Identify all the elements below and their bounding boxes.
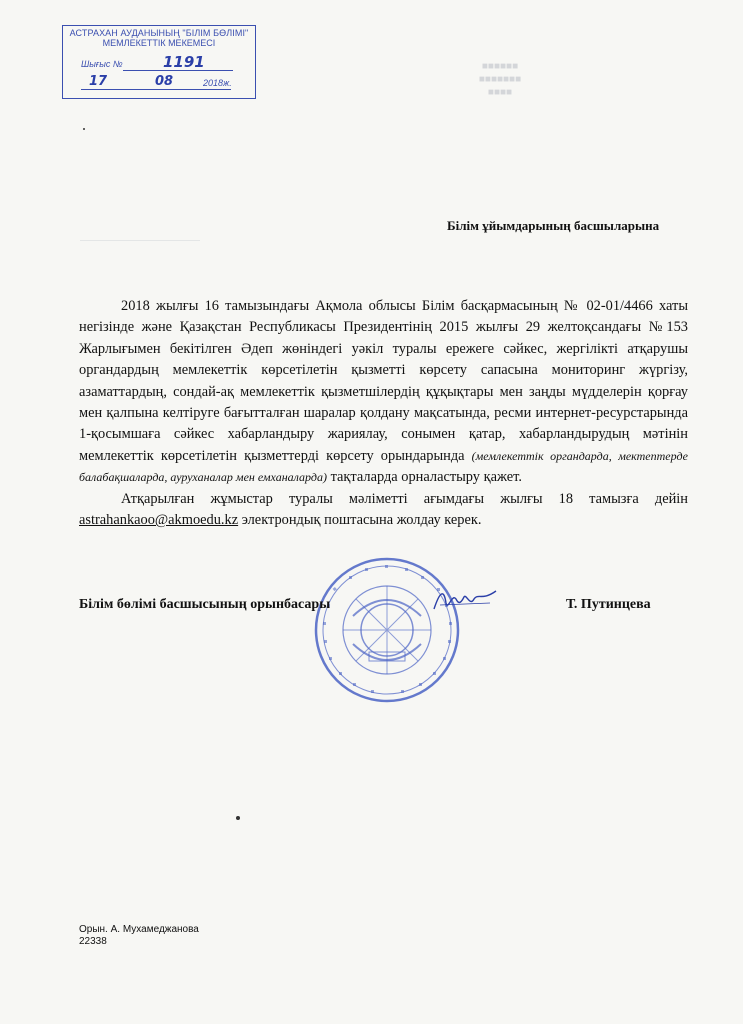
signatory-position: Білім бөлімі басшысының орынбасары: [79, 597, 331, 612]
stamp-date-year: 2018ж.: [203, 78, 232, 88]
stamp-number-value: 1191: [163, 53, 205, 71]
paragraph-1: [79, 296, 688, 489]
bleed-through-lines: [80, 240, 200, 281]
executor-phone: 22338: [79, 936, 107, 947]
addressee: Білім ұйымдарының басшыларына: [447, 218, 660, 233]
email-link[interactable]: astrahankaoo@akmoedu.kz: [79, 512, 239, 529]
ink-dot: [236, 816, 240, 820]
paragraph-2-main: Атқарылған жұмыстар туралы мәліметті ағымдағы жылғы 18 тамызға дейін: [121, 490, 688, 507]
letter-body: [79, 296, 688, 531]
bleed-through-text: ■■■■■■ ■■■■■■■ ■■■■: [478, 61, 522, 98]
stamp-number-label: Шығыс №: [81, 59, 123, 69]
signatory-name: Т. Путинцева: [566, 597, 651, 612]
executor-footer: [79, 924, 199, 948]
registration-stamp: [62, 25, 256, 99]
handwritten-signature-icon: [430, 585, 500, 615]
paragraph-1-end: тақталарда орналастыру қажет.: [330, 469, 522, 486]
paragraph-1-italic: (мемлекеттік органдарда, мектептерде балабақшаларда, ауруханалар мен емханаларда): [79, 448, 689, 485]
stamp-line-2: МЕМЛЕКЕТТІК МЕКЕМЕСІ: [102, 38, 216, 48]
stamp-date-month: 08: [155, 74, 174, 89]
executor-name: Орын. А. Мухамеджанова: [79, 924, 199, 935]
stamp-line-1: АСТРАХАН АУДАНЫНЫҢ "БІЛІМ БӨЛІМІ": [69, 28, 249, 38]
ink-dot: [83, 128, 85, 130]
paragraph-1-main: 2018 жылғы 16 тамызындағы Ақмола облысы Білім басқармасының № 02-01/4466 хаты негізінде және Қазақстан Республикасы Президентінің 2015 жылғы 29 желтоқсандағы №153 Жарлығымен бекітілген Әдеп жөніндегі уәкіл туралы ережеге сәйкес, жергілікті атқарушы органдардың мемлекеттік көрсетілетін қызметті көрсету сапасына мониторинг жүргізу, азаматтардың, сондай-ақ мемлекеттік қызметшілердің құқықтары мен заңды мүдделерін қорғау мен қалпына келтіруге бағытталған шаралар қолдану мақсатында, ресми интернет-ресурстарында 1-қосымшаға сәйкес хабарландыру жариялау, сонымен қатар, хабарландырудың мәтінін мемлекеттік көрсетілетін қызметтерді көрсету орындарында: [79, 298, 688, 464]
paragraph-2: [79, 489, 688, 532]
stamp-date-day: 17: [89, 74, 108, 89]
official-seal-icon: [313, 556, 461, 704]
paragraph-2-end: электрондық поштасына жолдау керек.: [238, 512, 482, 529]
